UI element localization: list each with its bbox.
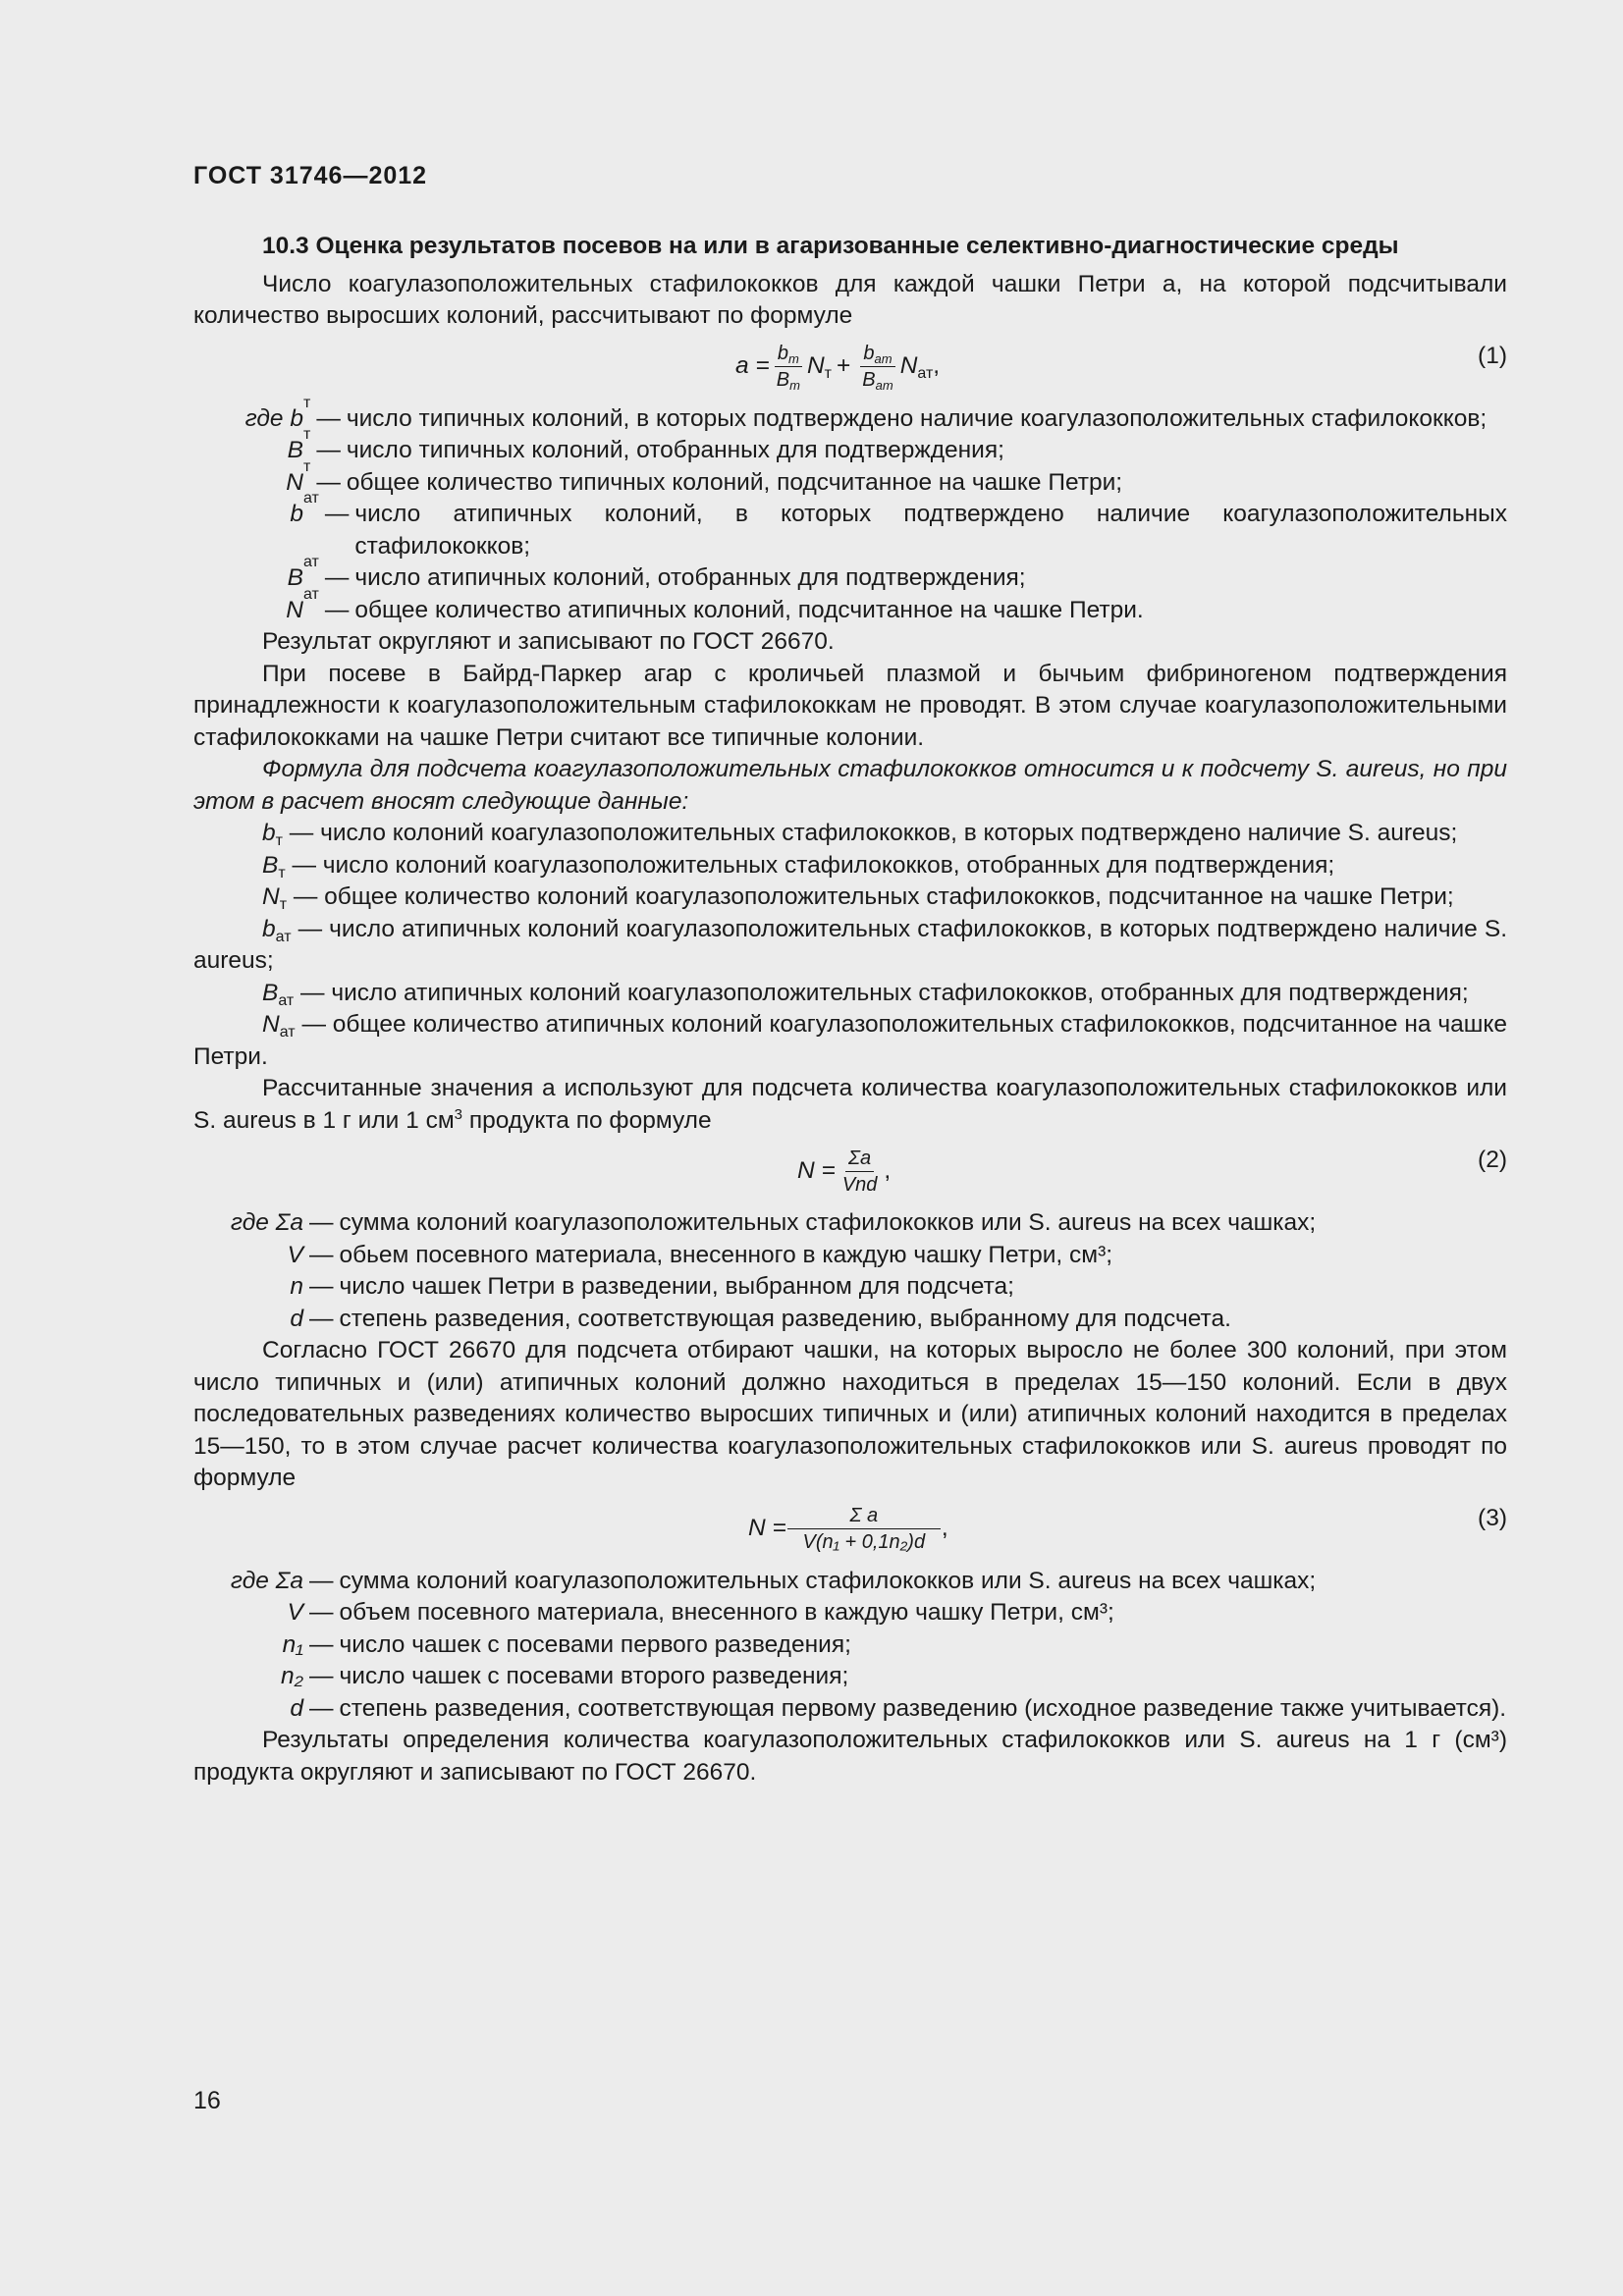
formula-1-N-t: $N_т$	[806, 352, 832, 383]
formula-1-number: (1)	[1478, 342, 1507, 369]
definition-item: V — обьем посевного материала, внесенного в каждую чашку Петри, см³;	[287, 1241, 1113, 1268]
formula-3-frac: $\frac{\text{Σ a}}{\text{V(n₁ + 0,1n₂)d}}$	[790, 1503, 938, 1555]
definition-item: $b_т$ — число колоний коагулазоположительных стафилококков, в которых подтверждено наличие S. aureus;	[262, 820, 1458, 849]
formula-3-number: (3)	[1478, 1504, 1507, 1531]
definition-item: b ат — число атипичных колоний, в которых подтверждено наличие коагулазоположительных стафилококков;	[290, 490, 1507, 560]
definition-item: $N_{ат}$ — общее количество атипичных колоний коагулазоположительных стафилококков, подсчитанное на чашке Петри.	[193, 1011, 1508, 1070]
paragraph-intro: Число коагулазоположительных стафилококков для каждой чашки Петри a, на которой подсчитывали количество выросших колоний, рассчитывают по формуле	[193, 270, 1507, 329]
formula-1-N-at: $N_{ат}$,	[899, 352, 941, 383]
paragraph-s-aureus-formula: Формула для подсчета коагулазоположительных стафилококков относится и к подсчету S. aureus, но при этом в расчет вносят следующие данные:	[193, 756, 1507, 815]
paragraph-calculated-values: Рассчитанные значения a используют для подсчета количества коагулазоположительных стафилококков или S. aureus в 1 г или 1 $см^3$ продукта по формуле	[193, 1075, 1507, 1134]
definitions-4	[193, 1566, 1507, 1726]
formula-1: a = $\frac{b_т}{B_т}$ $N_т$ + $\frac{b_{ат}}{B_{ат}}$ $N_{ат}$, (1)	[735, 342, 1507, 393]
formula-3-lhs: N =	[748, 1515, 786, 1542]
definitions-3	[193, 1207, 1507, 1335]
definition-item: $N_т$ — общее количество колоний коагулазоположительных стафилококков, подсчитанное на чашке Петри;	[262, 883, 1454, 913]
definition-item: n₁ — число чашек с посевами первого разведения;	[282, 1630, 851, 1658]
definition-item: V — объем посевного материала, внесенного в каждую чашку Петри, см³;	[287, 1599, 1114, 1626]
definition-item: N т — общее количество типичных колоний, подсчитанное на чашке Петри;	[286, 457, 1123, 496]
formula-2-lhs: N =	[797, 1156, 836, 1184]
formula-1-frac-at: $\frac{b_{ат}}{B_{ат}}$	[862, 343, 893, 393]
document-body	[193, 231, 1507, 1789]
formula-2-frac: $\frac{\Sigma a}{\text{Vnd}}$	[841, 1147, 878, 1196]
definition-item: где Σa — сумма колоний коагулазоположительных стафилококков или S. aureus на всех чашках;	[230, 1209, 1317, 1236]
page-number: 16	[193, 2087, 221, 2114]
definition-item: N ат — общее количество атипичных колоний, подсчитанное на чашке Петри.	[286, 585, 1144, 623]
section-title: 10.3 Оценка результатов посевов на или в агаризованные селективно-диагностические среды	[262, 233, 1399, 259]
document-header: ГОСТ 31746—2012	[193, 162, 428, 189]
definition-item: $b_{ат}$ — число атипичных колоний коагулазоположительных стафилококков, в которых подтверждено наличие S. aureus;	[193, 915, 1507, 974]
definition-item: B ат — число атипичных колоний, отобранных для подтверждения;	[287, 554, 1026, 591]
paragraph-results: Результаты определения количества коагулазоположительных стафилококков или S. aureus на 1 г (см³) продукта округляют и записывают по ГОСТ 26670.	[193, 1727, 1507, 1786]
definitions-2	[193, 818, 1507, 1073]
paragraph-gost-selection: Согласно ГОСТ 26670 для подсчета отбирают чашки, на которых выросло не более 300 колоний, при этом число типичных и (или) атипичных колоний должно находиться в пределах 15—150 колоний. Если в двух последовательных разведениях количество выросших типичных и (или) атипичных колоний находится в пределах 15—150, то в этом случае расчет количества коагулазоположительных стафилококков или S. aureus проводят по формуле	[193, 1337, 1507, 1491]
definition-item: где Σa — сумма колоний коагулазоположительных стафилококков или S. aureus на всех чашках;	[230, 1567, 1317, 1594]
definition-item: B т — число типичных колоний, отобранных для подтверждения;	[287, 426, 1004, 463]
definition-item: $B_т$ — число колоний коагулазоположительных стафилококков, отобранных для подтверждения;	[262, 851, 1335, 881]
definition-item: где b т — число типичных колоний, в которых подтверждено наличие коагулазоположительных стафилококков;	[244, 394, 1488, 432]
definition-item: d — степень разведения, соответствующая разведению, выбранному для подсчета.	[290, 1305, 1231, 1332]
definition-item: d — степень разведения, соответствующая первому разведению (исходное разведение также учитывается).	[290, 1694, 1507, 1722]
formula-1-frac-t: $\frac{b_т}{B_т}$	[776, 343, 800, 393]
definition-item: n — число чашек Петри в разведении, выбранном для подсчета;	[290, 1273, 1014, 1300]
definition-item: n₂ — число чашек с посевами второго разведения;	[281, 1663, 849, 1689]
formula-3: N = $\frac{\text{Σ a}}{\text{V(n₁ + 0,1n₂)d}}$ , (3)	[748, 1504, 1507, 1553]
paragraph-rounding: Результат округляют и записывают по ГОСТ 26670.	[262, 628, 835, 655]
formula-2-number: (2)	[1478, 1147, 1507, 1173]
paragraph-baird-parker: При посеве в Байрд-Паркер агар с кроличьей плазмой и бычьим фибриногеном подтверждения принадлежности к коагулазоположительным стафилококкам не проводят. В этом случае коагулазоположительными стафилококками на чашке Петри считают все типичные колонии.	[193, 660, 1507, 751]
formula-2: N = $\frac{\Sigma a}{\text{Vnd}}$ , (2)	[797, 1147, 1507, 1196]
formula-1-lhs: a =	[735, 352, 770, 380]
definition-item: $B_{ат}$ — число атипичных колоний коагулазоположительных стафилококков, отобранных для подтверждения;	[262, 979, 1469, 1009]
definitions-1	[193, 394, 1507, 627]
